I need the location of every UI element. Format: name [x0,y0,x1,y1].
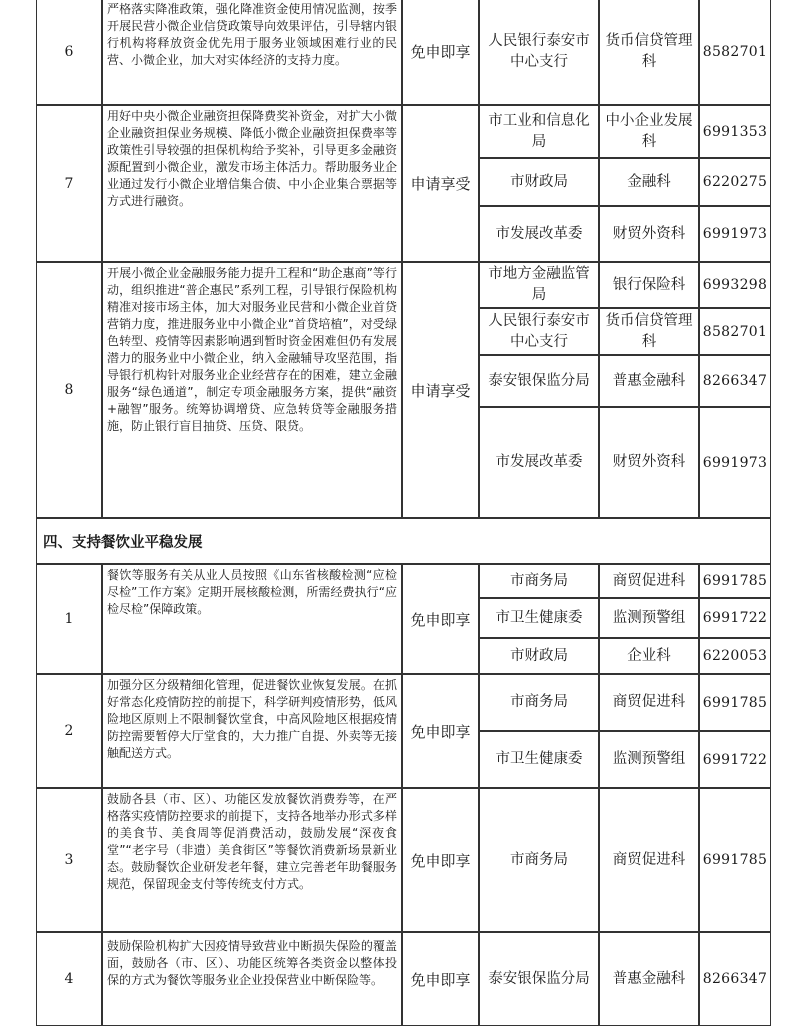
section: 货币信贷管理科 [599,308,699,355]
item-number: 3 [36,788,102,932]
department: 市地方金融监管局 [479,262,599,308]
phone-number: 6991722 [699,731,771,788]
section: 银行保险科 [599,262,699,308]
section: 监测预警组 [599,598,699,638]
phone-number: 6991722 [699,598,771,638]
phone-number: 8266347 [699,932,771,1026]
phone-number: 6991973 [699,206,771,262]
phone-number: 8582701 [699,0,771,105]
section: 财贸外资科 [599,407,699,518]
application-mode: 申请享受 [402,262,479,518]
item-number: 2 [36,674,102,788]
phone-number: 6991785 [699,788,771,932]
section: 普惠金融科 [599,932,699,1026]
phone-number: 6220053 [699,638,771,674]
department: 人民银行泰安市中心支行 [479,308,599,355]
policy-text: 加强分区分级精细化管理，促进餐饮业恢复发展。在抓好常态化疫情防控的前提下，科学研判疫情形势，低风险地区原则上不限制餐饮堂食，中高风险地区根据疫情防控需要暂停大厅堂食的，大力推广自提、外卖等无接触配送方式。 [102,674,402,788]
item-number: 4 [36,932,102,1026]
application-mode: 免申即享 [402,674,479,788]
application-mode: 免申即享 [402,788,479,932]
department: 人民银行泰安市中心支行 [479,0,599,105]
policy-text: 严格落实降准政策，强化降准资金使用情况监测，按季开展民营小微企业信贷政策导向效果评估，引导辖内银行机构将释放资金优先用于服务业领域困难行业的民营、小微企业，加大对实体经济的支持力度。 [102,0,402,105]
section: 财贸外资科 [599,206,699,262]
application-mode: 申请享受 [402,105,479,262]
item-number: 6 [36,0,102,105]
department: 市工业和信息化局 [479,105,599,158]
section: 中小企业发展科 [599,105,699,158]
section: 商贸促进科 [599,674,699,731]
section: 企业科 [599,638,699,674]
policy-text: 开展小微企业金融服务能力提升工程和“助企惠商”等行动，组织推进“普企惠民”系列工程，引导银行保险机构精准对接市场主体，加大对服务业民营和小微企业首贷营销力度，推进服务业中小微企业“首贷培植”，对受绿色转型、疫情等因素影响遇到暂时资金困难但仍有发展潜力的服务业中小微企业，纳入金融辅导攻坚范围，指导银行机构针对服务业企业经营存在的困难，建立金融服务“绿色通道”，制定专项金融服务方案，提供“融资+融智”服务。统筹协调增贷、应急转贷等金融服务措施，防止银行盲目抽贷、压贷、限贷。 [102,262,402,518]
item-number: 1 [36,564,102,674]
application-mode: 免申即享 [402,932,479,1026]
item-number: 7 [36,105,102,262]
department: 市卫生健康委 [479,731,599,788]
item-number: 8 [36,262,102,518]
department: 市财政局 [479,638,599,674]
policy-table [36,0,771,1026]
application-mode: 免申即享 [402,0,479,105]
section: 普惠金融科 [599,355,699,407]
section: 监测预警组 [599,731,699,788]
policy-text: 用好中央小微企业融资担保降费奖补资金，对扩大小微企业融资担保业务规模、降低小微企业融资担保费率等政策性引导较强的担保机构给予奖补，引导更多金融资源配置到小微企业，激发市场主体活力。帮助服务业企业通过发行小微企业增信集合债、中小企业集合票据等方式进行融资。 [102,105,402,262]
phone-number: 8582701 [699,308,771,355]
phone-number: 6991785 [699,674,771,731]
application-mode: 免申即享 [402,564,479,674]
phone-number: 8266347 [699,355,771,407]
section-heading: 四、支持餐饮业平稳发展 [36,518,771,564]
policy-text: 餐饮等服务有关从业人员按照《山东省核酸检测“应检尽检”工作方案》定期开展核酸检测，所需经费执行“应检尽检”保障政策。 [102,564,402,674]
section: 商贸促进科 [599,788,699,932]
department: 泰安银保监分局 [479,932,599,1026]
section: 商贸促进科 [599,564,699,598]
phone-number: 6220275 [699,158,771,206]
phone-number: 6991973 [699,407,771,518]
phone-number: 6993298 [699,262,771,308]
department: 市财政局 [479,158,599,206]
phone-number: 6991785 [699,564,771,598]
section: 金融科 [599,158,699,206]
department: 泰安银保监分局 [479,355,599,407]
policy-text: 鼓励保险机构扩大因疫情导致营业中断损失保险的覆盖面，鼓励各（市、区）、功能区统筹各类资金以整体投保的方式为餐饮等服务业企业投保营业中断保险等。 [102,932,402,1026]
department: 市商务局 [479,788,599,932]
section: 货币信贷管理科 [599,0,699,105]
department: 市发展改革委 [479,206,599,262]
department: 市卫生健康委 [479,598,599,638]
department: 市商务局 [479,564,599,598]
department: 市商务局 [479,674,599,731]
department: 市发展改革委 [479,407,599,518]
policy-text: 鼓励各县（市、区）、功能区发放餐饮消费券等，在严格落实疫情防控要求的前提下，支持各地举办形式多样的美食节、美食周等促消费活动，鼓励发展“深夜食堂”“老字号（非遗）美食街区”等餐饮消费新场景新业态。鼓励餐饮企业研发老年餐，建立完善老年助餐服务规范，保留现金支付等传统支付方式。 [102,788,402,932]
phone-number: 6991353 [699,105,771,158]
